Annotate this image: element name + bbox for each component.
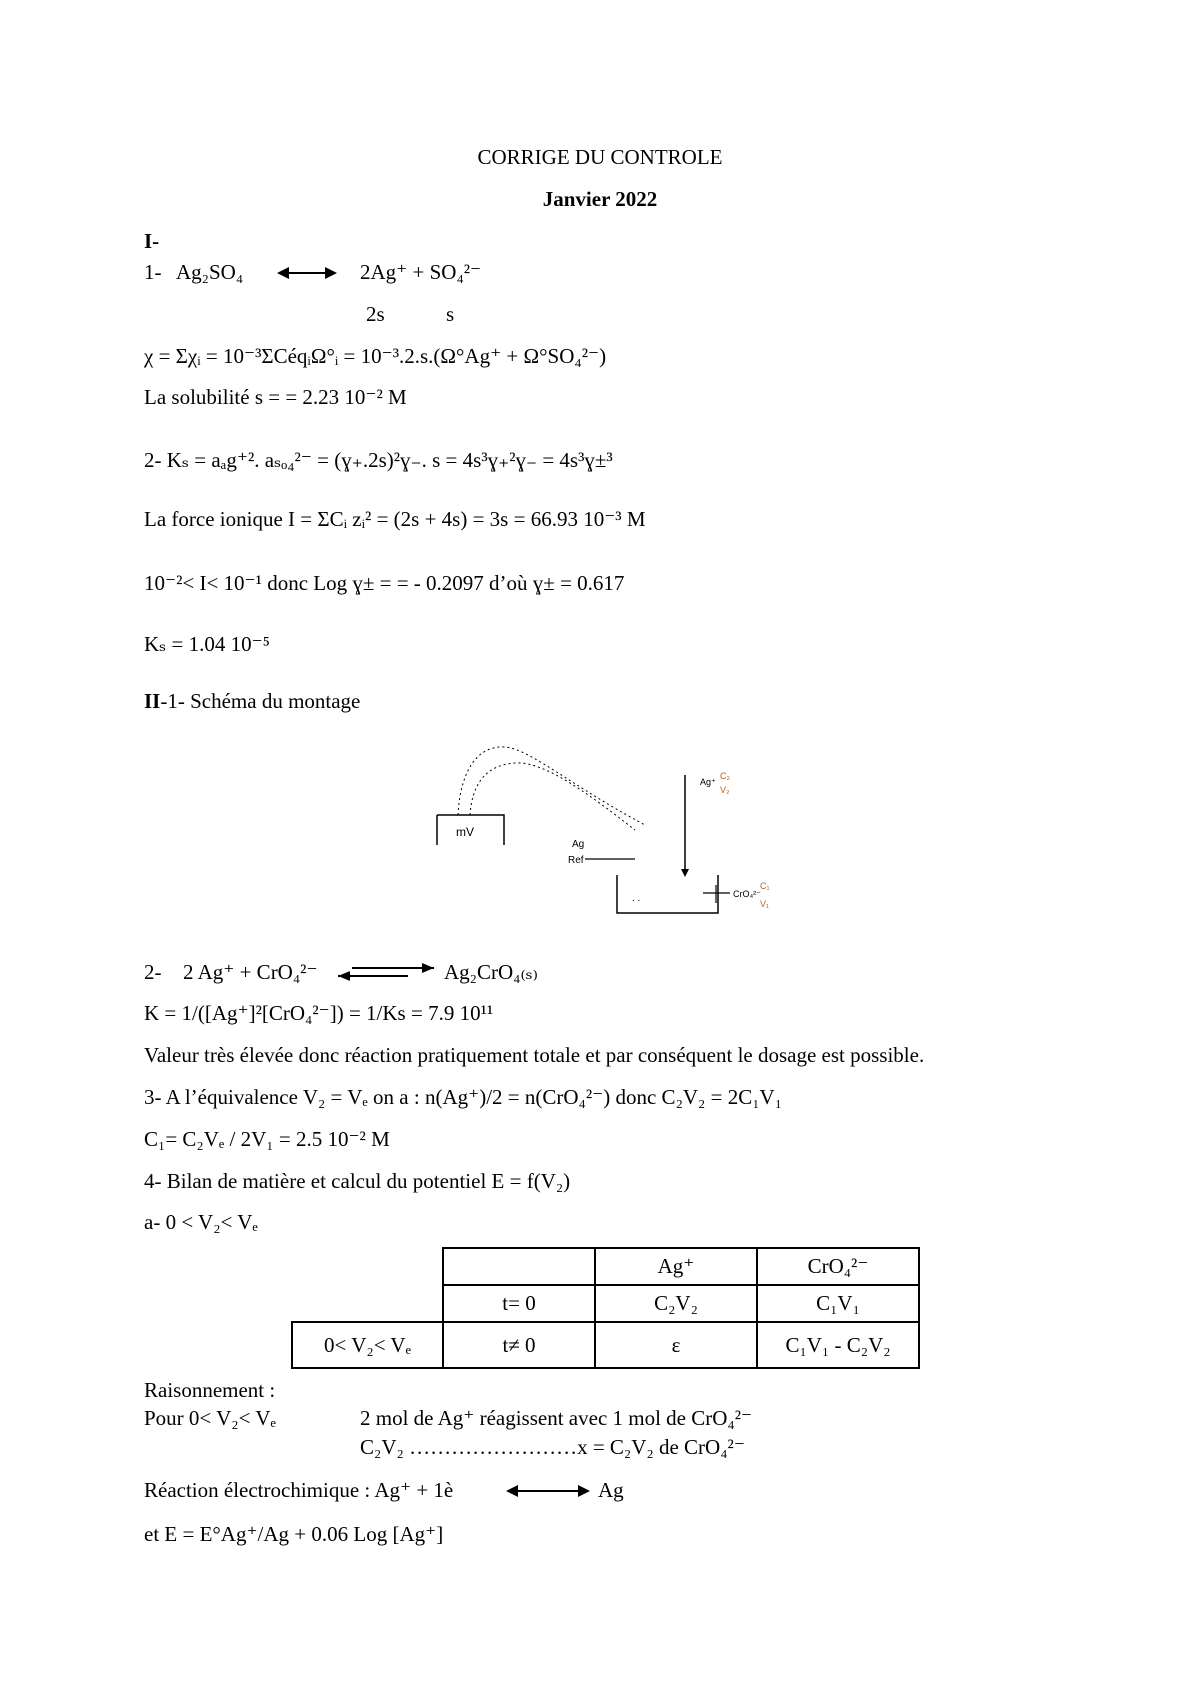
reasoning-line-1: 2 mol de Ag⁺ réagissent avec 1 mol de CrO₄²⁻ [360,1406,753,1430]
equilibrium-arrow-icon [338,961,434,983]
table-cell [443,1248,595,1285]
q1-reactant: Ag₂SO₄ [176,260,244,284]
conclusion-text: Valeur très élevée donc réaction pratiquement totale et par conséquent le dosage est possible. [144,1043,925,1067]
table-cell: CrO₄²⁻ [757,1248,919,1285]
k-expression: K = 1/([Ag⁺]²[CrO₄²⁻]) = 1/Ks = 7.9 10¹¹ [144,1001,494,1025]
table-cell: ε [595,1322,757,1368]
table-cell: Ag⁺ [595,1248,757,1285]
document-date: Janvier 2022 [542,187,658,211]
q1-products: 2Ag⁺ + SO₄²⁻ [360,260,482,284]
reasoning-title: Raisonnement : [144,1378,276,1402]
montage-diagram [420,735,790,925]
table-row [292,1285,919,1322]
table-cell: t= 0 [443,1285,595,1322]
ks-value: Kₛ = 1.04 10⁻⁵ [144,632,270,656]
beaker-contents: . . [632,893,641,904]
c1-result: C₁= C₂Vₑ / 2V₁ = 2.5 10⁻² M [144,1127,390,1151]
equilibrium-arrow-icon [506,1481,590,1501]
equivalence-text: 3- A l’équivalence V₂ = Vₑ on a : n(Ag⁺)/2 = n(CrO₄²⁻) donc C₂V₂ = 2C₁V₁ [144,1085,783,1109]
bilan-table [291,1247,920,1369]
table-cell: C₁V₁ [757,1285,919,1322]
table-row [292,1248,919,1285]
q1-number: 1- [144,260,162,284]
table-row [292,1322,919,1368]
document-title: CORRIGE DU CONTROLE [477,145,723,169]
beaker-v1-label: V₁ [760,899,770,909]
table-cell: 0< V₂< Vₑ [292,1322,443,1368]
wire-1 [458,747,645,825]
q4a-text: a- 0 < V₂< Vₑ [144,1210,258,1234]
table-cell: t≠ 0 [443,1322,595,1368]
electrode-ag-label: Ag [572,839,585,850]
q2-number: 2- [144,960,162,984]
equilibrium-arrow-icon [277,263,337,283]
reasoning-line-2: C₂V₂ ……………………x = C₂V₂ de CrO₄²⁻ [360,1435,745,1459]
section-1-heading: I- [144,229,160,253]
section-2-title: -1- Schéma du montage [160,689,361,713]
electrochemical-reaction: Réaction électrochimique : Ag⁺ + 1è [144,1478,454,1502]
section-2-heading [144,691,360,712]
beaker-c1-label: C₁ [760,881,770,891]
table-cell: C₁V₁ - C₂V₂ [757,1322,919,1368]
log-gamma: 10⁻²< I< 10⁻¹ donc Log ɣ± = = - 0.2097 d’où ɣ± = 0.617 [144,571,625,595]
electrode-ref-label: Ref [568,855,584,866]
wire-2 [470,763,635,830]
q2-product: Ag₂CrO₄₍ₛ₎ [444,960,538,984]
ionic-force: La force ionique I = ΣCᵢ zᵢ² = (2s + 4s) = 3s = 66.93 10⁻³ M [144,507,646,531]
conductivity-equation: χ = Σχᵢ = 10⁻³ΣCéqᵢΩ°ᵢ = 10⁻³.2.s.(Ω°Ag⁺ + Ω°SO₄²⁻) [144,344,607,368]
nernst-equation: et E = E°Ag⁺/Ag + 0.06 Log [Ag⁺] [144,1522,444,1546]
q2-reactants: 2 Ag⁺ + CrO₄²⁻ [183,960,318,984]
ks-expression: 2- Kₛ = aₐg⁺². aₛₒ₄²⁻ = (ɣ₊.2s)²ɣ₋. s = 4s³ɣ₊²ɣ₋ = 4s³ɣ±³ [144,448,613,472]
section-2-number: II [144,689,161,713]
table-cell: C₂V₂ [595,1285,757,1322]
beaker-cro4-label: CrO₄²⁻ [733,889,761,899]
meter-label: mV [456,825,474,839]
table-cell [292,1248,443,1285]
burette-v2-label: V₂ [720,785,730,795]
stoich-2s: 2s [366,302,385,326]
burette-ag-label: Ag⁺ [700,777,716,787]
q4-text: 4- Bilan de matière et calcul du potentiel E = f(V₂) [144,1169,571,1193]
table-cell [292,1285,443,1322]
electrochemical-product: Ag [598,1478,624,1502]
stoich-s: s [446,302,455,326]
reasoning-condition: Pour 0< V₂< Vₑ [144,1406,276,1430]
solubility-result: La solubilité s = = 2.23 10⁻² M [144,385,407,409]
burette-c2-label: C₂ [720,771,730,781]
